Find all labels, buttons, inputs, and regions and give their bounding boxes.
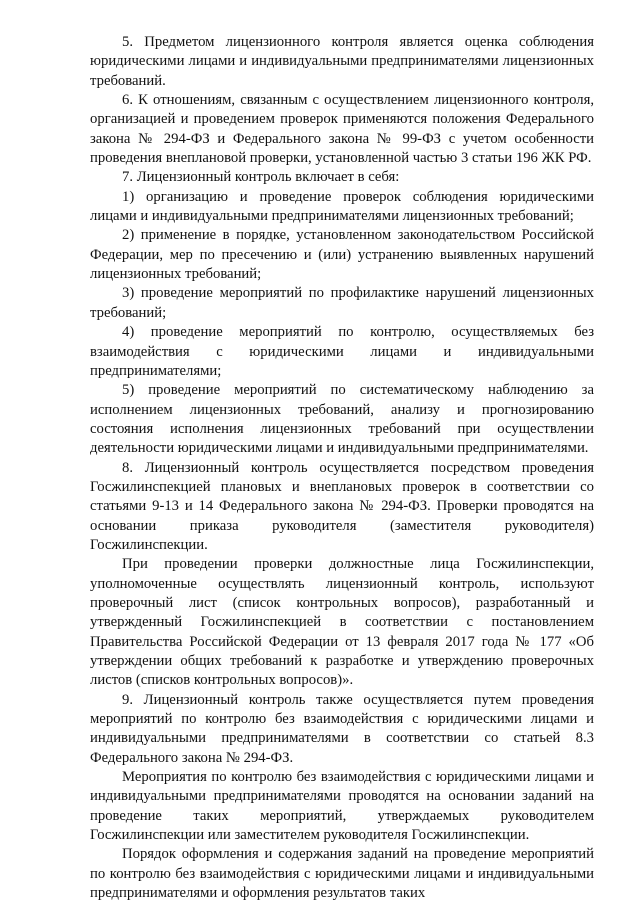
paragraph-procedure: Порядок оформления и содержания заданий на проведение мероприятий по контролю без взаимодействия с юридическими лицами и индивидуальными предпринимателями и оформления результатов таких	[90, 846, 594, 902]
paragraph-checklist: При проведении проверки должностные лица Госжилинспекции, уполномоченные осуществлять лицензионный контроль, используют проверочный лист (список контрольных вопросов), разработанный и утвержденный Госжилинспекцией в соответствии с постановлением Правительства Российской Федерации от 13 февраля 2017 года № 177 «Об утверждении общих требований к разработке и утверждению проверочных листов (списков контрольных вопросов)».	[90, 556, 594, 689]
paragraph-8-inspections: 8. Лицензионный контроль осуществляется посредством проведения Госжилинспекцией плановых и внеплановых проверок в соответствии со статьями 9-13 и 14 Федерального закона № 294-ФЗ. Проверки проводятся на основании приказа руководителя (заместителя руководителя) Госжилинспекции.	[90, 459, 594, 553]
list-item-5: 5) проведение мероприятий по систематическому наблюдению за исполнением лицензионных требований, анализу и прогнозированию состояния исполнения лицензионных требований при осуществлении деятельности юридическими лицами и индивидуальными предпринимателями.	[90, 382, 594, 457]
list-item-2: 2) применение в порядке, установленном законодательством Российской Федерации, мер по пресечению и (или) устранению выявленных нарушений лицензионных требований;	[90, 227, 594, 283]
list-item-4: 4) проведение мероприятий по контролю, осуществляемых без взаимодействия с юридическими лицами и индивидуальными предпринимателями;	[90, 324, 594, 379]
paragraph-tasks: Мероприятия по контролю без взаимодействия с юридическими лицами и индивидуальными предпринимателями проводятся на основании заданий на проведение таких мероприятий, утверждаемых руководителем Госжилинспекции или заместителем руководителя Госжилинспекции.	[90, 769, 594, 844]
paragraph-9-no-interaction: 9. Лицензионный контроль также осуществляется путем проведения мероприятий по контролю без взаимодействия с юридическими лицами и индивидуальными предпринимателями в соответствии со статьей 8.3 Федерального закона № 294-ФЗ.	[90, 691, 594, 766]
paragraph-5-subject: 5. Предметом лицензионного контроля является оценка соблюдения юридическими лицами и индивидуальными предпринимателями лицензионных требований.	[90, 34, 594, 89]
paragraph-6-relations: 6. К отношениям, связанным с осуществлением лицензионного контроля, организацией и проведением проверок применяются положения Федерального закона № 294-ФЗ и Федерального закона № 99-ФЗ с учетом особенности проведения внеплановой проверки, установленной частью 3 статьи 196 ЖК РФ.	[90, 92, 594, 167]
list-item-1: 1) организацию и проведение проверок соблюдения юридическими лицами и индивидуальными предпринимателями лицензионных требований;	[90, 188, 594, 225]
list-item-3: 3) проведение мероприятий по профилактике нарушений лицензионных требований;	[90, 285, 594, 321]
paragraph-7-includes: 7. Лицензионный контроль включает в себя:	[122, 169, 400, 186]
